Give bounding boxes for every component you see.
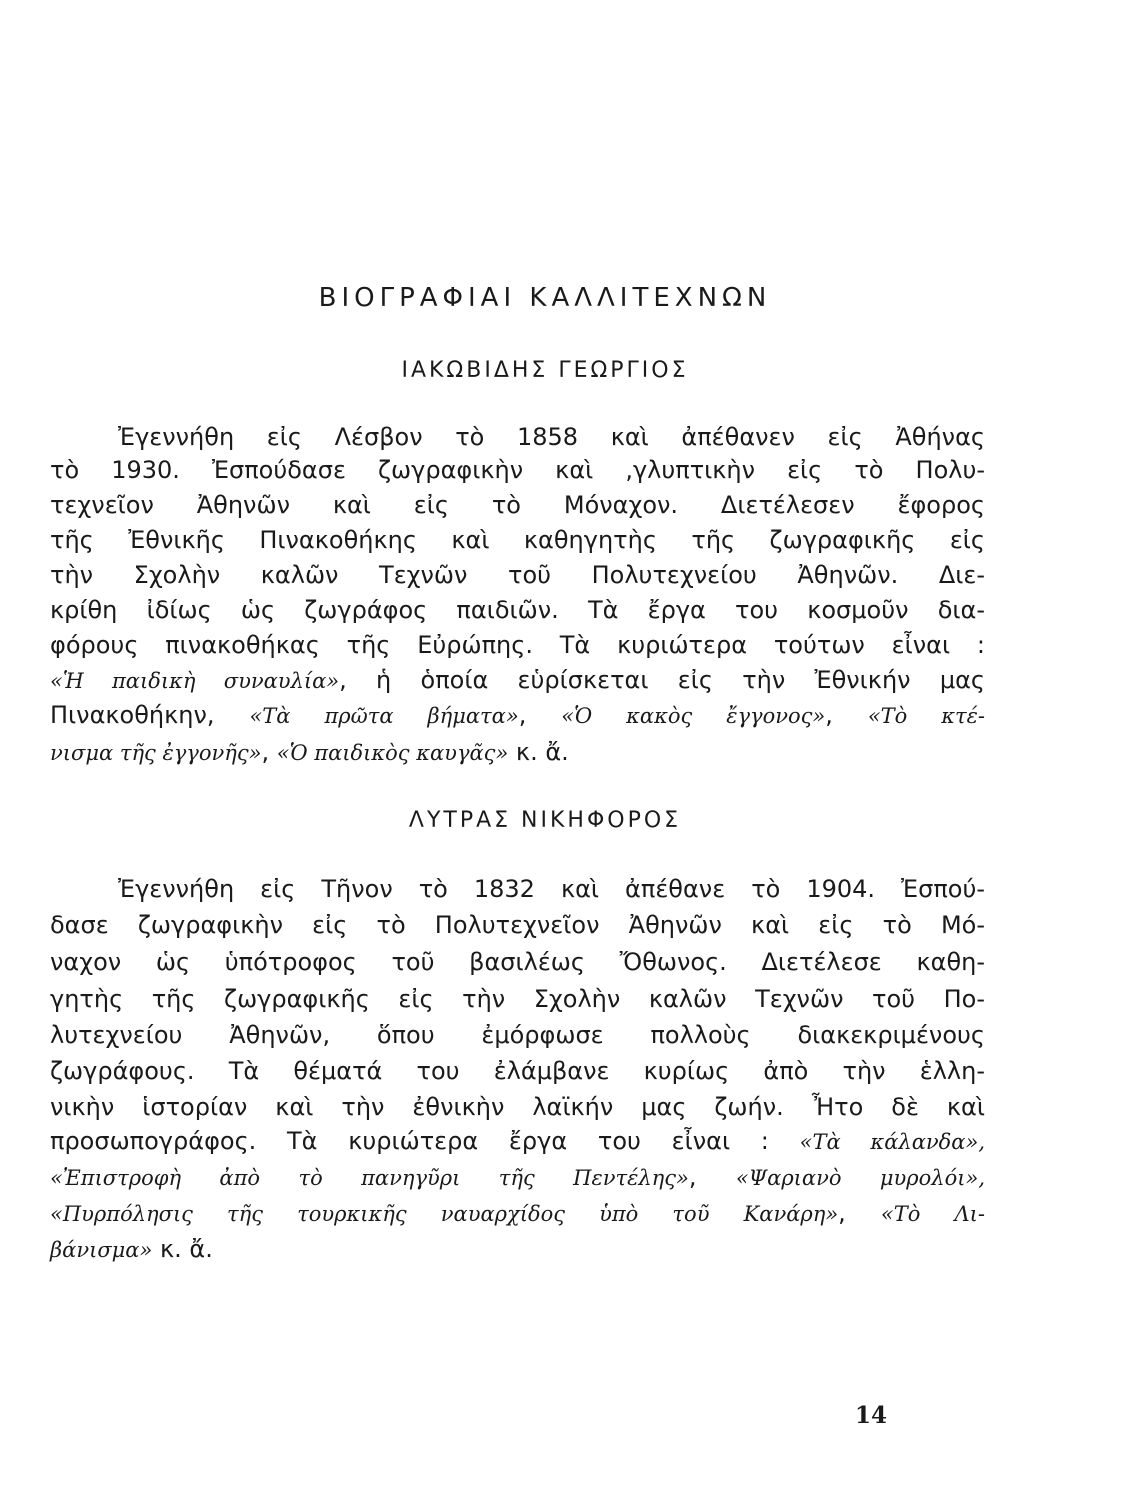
artwork-title: βάνισμα»	[50, 1238, 153, 1262]
artwork-title: «Ὁ παιδικὸς καυγᾶς»	[276, 741, 509, 765]
paragraph-line: κρίθη ἰδίως ὡς ζωγράφος παιδιῶν. Τὰ ἔργα του κοσμοῦν δια-	[50, 596, 985, 624]
line-text: ,	[518, 701, 562, 729]
paragraph-line: τὸ 1930. Ἐσπούδασε ζωγραφικὴν καὶ ,γλυπτικὴν εἰς τὸ Πολυ-	[50, 456, 985, 484]
artwork-title: «Τὰ πρῶτα βήματα»	[249, 704, 519, 728]
line-text: Πινακοθήκην,	[50, 701, 250, 729]
paragraph-line: τεχνεῖον Ἀθηνῶν καὶ εἰς τὸ Μόναχον. Διετέλεσεν ἔφορος	[50, 491, 985, 519]
line-text: , ἡ ὁποία εὑρίσκεται εἰς τὴν Ἐθνικήν μας	[339, 666, 986, 694]
paragraph-line: νικὴν ἱστορίαν καὶ τὴν ἐθνικὴν λαϊκήν μας ζωήν. Ἦτο δὲ καὶ	[50, 1093, 985, 1121]
line-text: κ. ἄ.	[152, 1235, 213, 1263]
line-text: ,	[838, 1199, 881, 1227]
artwork-title: «Ἐπιστροφὴ ἀπὸ τὸ πανηγῦρι τῆς Πεντέλης»	[50, 1166, 689, 1190]
section-heading-iakovidis: ΙΑΚΩΒΙΔΗΣ ΓΕΩΡΓΙΟΣ	[401, 358, 689, 383]
artwork-title: νισμα τῆς ἐγγονῆς»	[50, 741, 262, 765]
paragraph-line	[50, 1165, 985, 1189]
line-text: ,	[261, 738, 277, 766]
artwork-title: «Τὸ Λι-	[880, 1202, 985, 1226]
artwork-title: «Πυρπόλησις τῆς τουρκικῆς ναυαρχίδος ὑπὸ τοῦ Κανάρη»	[50, 1202, 839, 1226]
paragraph-line: Ἐγεννήθη εἰς Λέσβον τὸ 1858 καὶ ἀπέθανεν εἰς Ἀθήνας	[118, 423, 985, 451]
paragraph-line	[50, 703, 985, 727]
artwork-title: «Τὸ κτέ-	[867, 704, 986, 728]
paragraph-line: λυτεχνείου Ἀθηνῶν, ὅπου ἐμόρφωσε πολλοὺς διακεκριμένους	[50, 1021, 985, 1049]
artwork-title: «Τὰ κάλανδα»,	[799, 1130, 985, 1154]
paragraph-line: ζωγράφους. Τὰ θέματά του ἐλάμβανε κυρίως ἀπὸ τὴν ἑλλη-	[50, 1057, 985, 1085]
paragraph-line: τὴν Σχολὴν καλῶν Τεχνῶν τοῦ Πολυτεχνείου Ἀθηνῶν. Διε-	[50, 561, 985, 589]
paragraph-line	[50, 1201, 985, 1225]
paragraph-line	[50, 740, 985, 764]
paragraph-line: δασε ζωγραφικὴν εἰς τὸ Πολυτεχνεῖον Ἀθηνῶν καὶ εἰς τὸ Μό-	[50, 911, 985, 939]
paragraph-line: γητὴς τῆς ζωγραφικῆς εἰς τὴν Σχολὴν καλῶν Τεχνῶν τοῦ Πο-	[50, 985, 985, 1013]
paragraph-line: ναχον ὡς ὑπότροφος τοῦ βασιλέως Ὄθωνος. Διετέλεσε καθη-	[50, 948, 985, 976]
line-text: ,	[825, 701, 868, 729]
artwork-title: «Ὁ κακὸς ἔγγονος»	[561, 704, 826, 728]
paragraph-line	[50, 668, 985, 692]
artwork-title: «Ἡ παιδικὴ συναυλία»	[50, 669, 340, 693]
page-number: 14	[855, 1402, 888, 1429]
paragraph-line: φόρους πινακοθήκας τῆς Εὐρώπης. Τὰ κυριώτερα τούτων εἶναι :	[50, 631, 985, 659]
paragraph-line	[50, 1129, 985, 1153]
line-text: κ. ἄ.	[508, 738, 569, 766]
line-text: ,	[688, 1163, 736, 1191]
artwork-title: «Ψαριανὸ μυρολόι»,	[735, 1166, 986, 1190]
paragraph-line: τῆς Ἐθνικῆς Πινακοθήκης καὶ καθηγητὴς τῆς ζωγραφικῆς εἰς	[50, 526, 985, 554]
page-title: ΒΙΟΓΡΑΦΙΑΙ ΚΑΛΛΙΤΕΧΝΩΝ	[318, 283, 772, 313]
paragraph-line	[50, 1237, 985, 1261]
paragraph-line: Ἐγεννήθη εἰς Τῆνον τὸ 1832 καὶ ἀπέθανε τὸ 1904. Ἐσπού-	[118, 875, 985, 903]
line-text: προσωπογράφος. Τὰ κυριώτερα ἔργα του εἶναι :	[50, 1127, 800, 1155]
section-heading-lytras: ΛΥΤΡΑΣ ΝΙΚΗΦΟΡΟΣ	[408, 808, 682, 833]
